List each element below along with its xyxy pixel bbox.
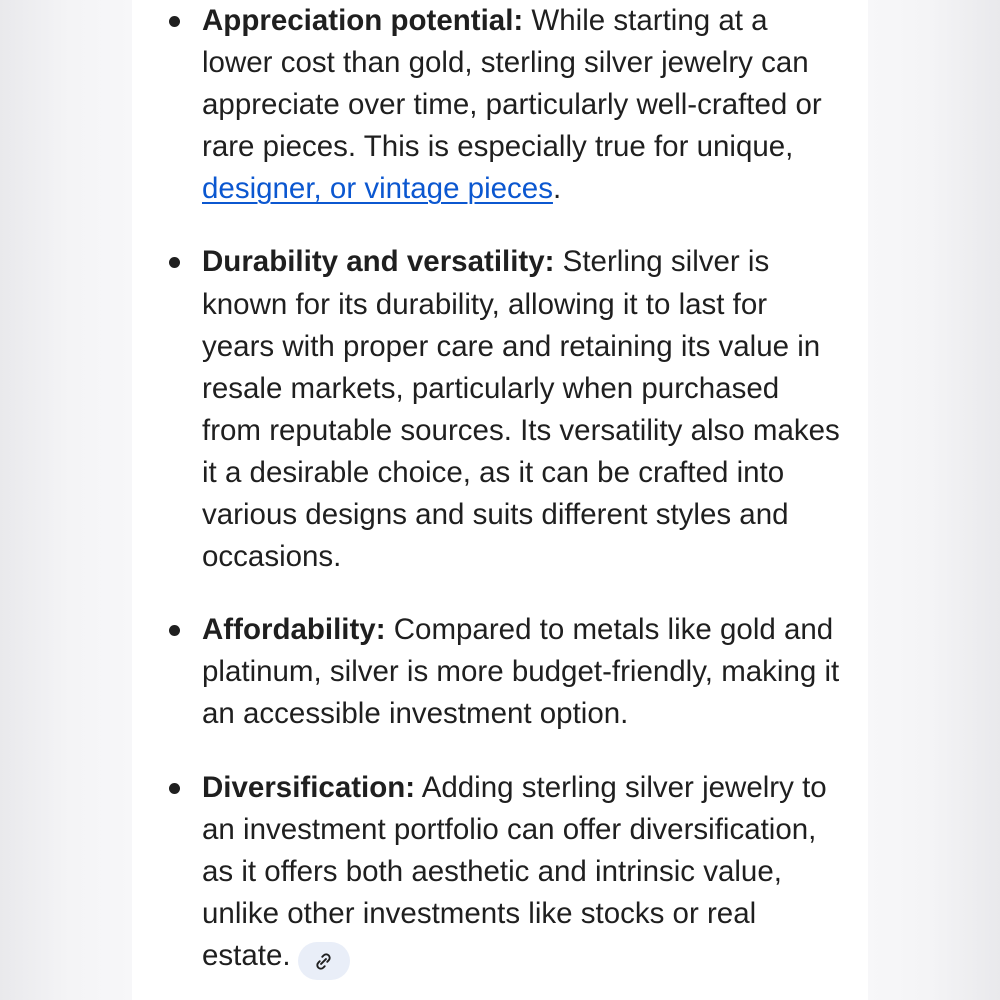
- bullet-appreciation-potential: [165, 0, 855, 210]
- bullet-dot: [169, 625, 180, 636]
- appreciation-term: Appreciation potential:: [202, 4, 524, 37]
- affordability-text: Compared to metals like gold and platinum, silver is more budget-friendly, making it an accessible investment option.: [202, 613, 840, 731]
- link-icon: [313, 951, 334, 972]
- bullet-dot: [169, 16, 180, 27]
- appreciation-suffix: .: [552, 172, 562, 206]
- bullet-dot: [169, 257, 180, 268]
- bullet-diversification: [165, 767, 855, 981]
- source-link-button[interactable]: [298, 942, 350, 980]
- diversification-term: Diversification:: [202, 770, 416, 804]
- affordability-term: Affordability:: [202, 613, 386, 647]
- bullet-durability-versatility: [165, 241, 855, 578]
- bullet-list: [165, 0, 855, 980]
- diversification-text: Adding sterling silver jewelry to an investment portfolio can offer diversification, as it offers both aesthetic and intrinsic value, unlike other investments like stocks or real estate.: [202, 770, 827, 972]
- designer-vintage-link[interactable]: designer, or vintage pieces: [202, 172, 553, 206]
- bullet-dot: [169, 783, 180, 794]
- durability-text: Sterling silver is known for its durability, allowing it to last for years with proper care and retaining its value in resale markets, particularly when purchased from reputable sources. Its versatility also makes it a desirable choice, as it can be crafted into various designs and suits different styles and occasions.: [202, 245, 840, 574]
- bullet-affordability: [165, 609, 855, 735]
- durability-term: Durability and versatility:: [202, 245, 555, 279]
- appreciation-text: While starting at a lower cost than gold, sterling silver jewelry can appreciate over time, particularly well-crafted or rare pieces. This is especially true for unique,: [202, 4, 822, 164]
